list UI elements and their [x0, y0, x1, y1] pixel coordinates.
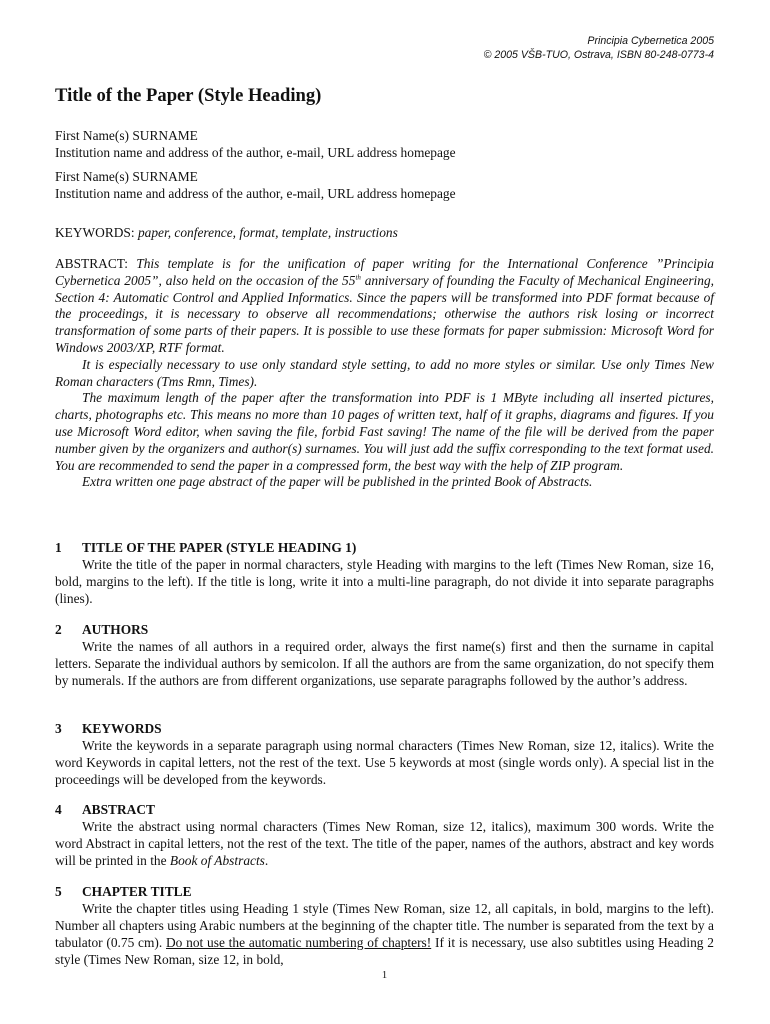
- author-affiliation: Institution name and address of the author, e-mail, URL address homepage: [55, 186, 456, 201]
- section-heading: [55, 883, 714, 900]
- abstract-text: This template is for the unification of paper writing for the International Conference ”Principia Cybernetica 2005”, also held on the occasion of the 55: [55, 256, 714, 288]
- section-heading: [55, 539, 714, 556]
- author-name: First Name(s) SURNAME: [55, 169, 198, 184]
- superscript: th: [355, 273, 361, 282]
- section-number: 4: [55, 802, 62, 817]
- section-text-italic: Book of Abstracts: [169, 853, 265, 868]
- section-heading: [55, 720, 714, 737]
- section-text: Write the chapter titles using Heading 1 style (Times New Roman, size 12, all capitals, in bold, margins to the left). Number all chapters using Arabic numbers at the beginning of the chapter title. The number is separated from the text by a tabulator (0.75 cm).: [55, 901, 714, 950]
- keywords-text: paper, conference, format, template, instructions: [137, 225, 398, 240]
- section-4: [55, 801, 714, 869]
- abstract-paragraph-4: Extra written one page abstract of the paper will be published in the printed Book of Abstracts.: [82, 474, 593, 490]
- section-heading: [55, 621, 714, 638]
- section-number: 3: [55, 721, 62, 736]
- section-text: Write the abstract using normal characters (Times New Roman, size 12, italics), maximum 300 words. Write the word Abstract in capital letters, not the rest of the text. The title of the paper, names of the authors, abstract and key words will be printed in the: [55, 819, 714, 868]
- running-header: [484, 34, 714, 62]
- abstract-paragraph-2: It is especially necessary to use only standard style setting, to add no more styles or similar. Use only Times New Roman characters (Tms Rmn, Times).: [55, 356, 714, 389]
- section-number: 2: [55, 622, 62, 637]
- section-title: AUTHORS: [82, 622, 149, 637]
- keywords-label: KEYWORDS:: [55, 225, 135, 240]
- section-text: If it is necessary, use also subtitles using Heading 2 style (Times New Roman, size 12, in bold,: [55, 935, 714, 967]
- section-1: [55, 539, 714, 607]
- keywords-line: [55, 224, 398, 241]
- header-line-2: © 2005 VŠB-TUO, Ostrava, ISBN 80-248-0773-4: [483, 49, 714, 61]
- section-body: Write the keywords in a separate paragraph using normal characters (Times New Roman, size 12, italics). Write the word Keywords in capital letters, not the rest of the text. Use 5 keywords at most (single words only). A special list in the proceedings will be developed from the keywords.: [55, 738, 714, 787]
- header-line-1: Principia Cybernetica 2005: [587, 35, 714, 47]
- page-number: 1: [381, 970, 388, 981]
- section-title: KEYWORDS: [82, 721, 162, 736]
- abstract-paragraph-1: [55, 256, 714, 357]
- section-body: [55, 818, 714, 869]
- section-number: 1: [55, 540, 62, 555]
- author-block-2: [55, 168, 456, 202]
- document-page: [55, 0, 714, 1024]
- section-text: .: [264, 853, 269, 868]
- paper-title: Title of the Paper (Style Heading): [55, 85, 322, 106]
- section-5: [55, 883, 714, 968]
- section-body: Write the title of the paper in normal characters, style Heading with margins to the left (Times New Roman, size 16, bold, margins to the left). If the title is long, write it into a multi-line paragraph, do not divide it into separate paragraphs (lines).: [55, 557, 714, 606]
- section-heading: [55, 801, 714, 818]
- section-title: TITLE OF THE PAPER (STYLE HEADING 1): [82, 540, 357, 555]
- section-title: ABSTRACT: [82, 802, 155, 817]
- section-text-underlined: Do not use the automatic numbering of chapters!: [166, 935, 432, 950]
- section-number: 5: [55, 884, 62, 899]
- abstract-label: ABSTRACT:: [55, 256, 128, 271]
- section-title: CHAPTER TITLE: [82, 884, 192, 899]
- section-3: [55, 720, 714, 788]
- author-affiliation: Institution name and address of the author, e-mail, URL address homepage: [55, 145, 456, 160]
- abstract-text: anniversary of founding the Faculty of Mechanical Engineering, Section 4: Automatic Control and Applied Informatics. Since the papers will be transformed into PDF format because of the proceedings, it is necessary to observe all recommendations; otherwise the authors risk losing or incorrect transformation of some parts of their papers. It is possible to use these formats for paper submission: Microsoft Word for Windows 2003/XP, RTF format.: [55, 272, 714, 355]
- section-body: Write the names of all authors in a required order, always the first name(s) first and then the surname in capital letters. Separate the individual authors by semicolon. If all the authors are from the same organization, do not specify them by numerals. If the authors are from different organizations, use separate paragraphs followed by the author’s address.: [55, 639, 714, 688]
- author-name: First Name(s) SURNAME: [55, 128, 198, 143]
- author-block-1: [55, 127, 456, 161]
- abstract: [55, 256, 714, 491]
- abstract-paragraph-3: The maximum length of the paper after the transformation into PDF is 1 MByte including all inserted pictures, charts, photographs etc. This means no more than 10 pages of written text, half of it graphs, diagrams and figures. If you use Microsoft Word editor, when saving the file, forbid Fast saving! The name of the file will be derived from the paper number given by the organizers and author(s) surnames. You will just add the suffix corresponding to the text format used. You are recommended to send the paper in a compressed form, the best way with the help of ZIP program.: [55, 390, 714, 473]
- section-body: [55, 900, 714, 968]
- section-2: [55, 621, 714, 689]
